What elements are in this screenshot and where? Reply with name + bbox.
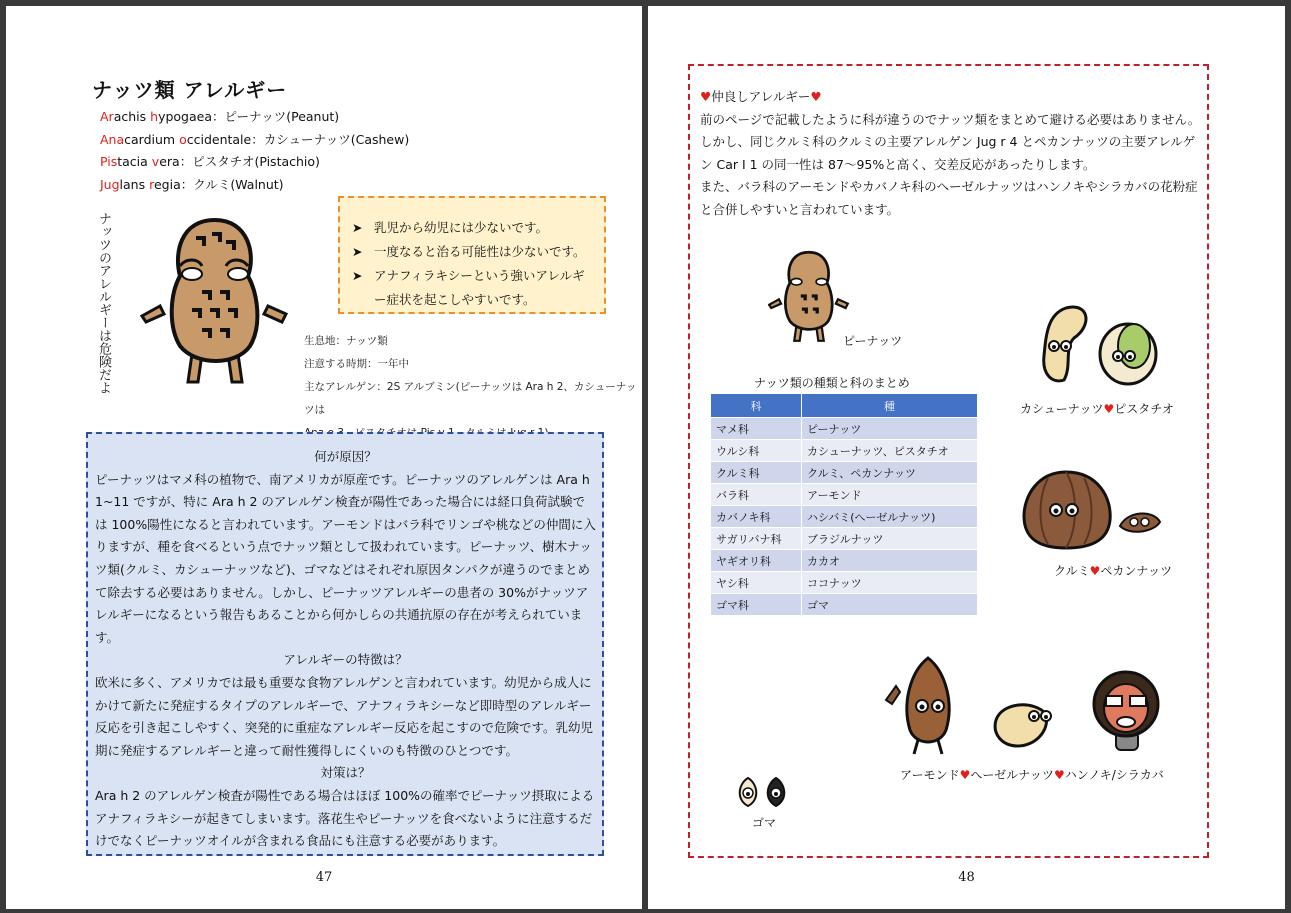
cross-reactivity-text [700,86,1205,221]
page-number: 48 [958,870,975,885]
table-row: バラ科 アーモンド [711,484,978,506]
species-list [100,106,409,196]
heart-icon: ♥ [700,89,712,104]
section-body: Ara h 2 のアレルゲン検査が陽性である場合はほぼ 100%の確率でピーナッツ摂取によるアナフィラキシーが起きてしまいます。落花生やピーナッツを食べないように注意するだけでなくピーナッツオイルが含まれる食品にも注意する必要があります。 [95,787,595,849]
heart-icon: ♥ [1103,402,1115,416]
bullet-icon: ➤ [352,244,363,259]
paragraph: しかし、同じクルミ科のクルミの主要アレルゲン Jug r 4 とペカンナッツの主要アレルゲン Car I 1 の同一性は 87～95%と高く、交差反応があったりします。 [700,134,1196,172]
key-point: ➤ アナフィラキシーという強いアレルギー症状を起こしやすいです。 [352,264,594,312]
column-header: 科 [711,394,802,418]
table-row: カバノキ科 ハシバミ(へーゼルナッツ) [711,506,978,528]
paragraph: また、バラ科のアーモンドやカバノキ科のへーゼルナッツはハンノキやシラカバの花粉症と合併しやすいと言われています。 [700,179,1198,217]
left-page [6,6,642,909]
table-header-row [711,394,978,418]
table-row: ゴマ科 ゴマ [711,594,978,616]
table-title: ナッツ類の種類と科のまとめ [754,376,910,390]
caption-cashew-pistachio: カシューナッツ♥ピスタチオ [1020,402,1175,416]
nut-family-table [710,393,978,616]
info-habitat: 生息地：ナッツ類 [304,335,388,347]
heart-icon: ♥ [1053,768,1065,782]
section-heading: 対策は？ [320,765,371,781]
key-point: ➤ 乳児から幼児には少ないです。 [352,216,594,240]
info-season: 注意する時期：一年中 [304,358,409,370]
species-item: Juglans regia：クルミ(Walnut) [100,176,284,192]
explanation-box [86,432,604,856]
table-row: マメ科 ピーナッツ [711,418,978,440]
species-item: Anacardium occidentale：カシューナッツ(Cashew) [100,131,410,147]
section-heading: 何が原因？ [314,449,377,464]
page-number: 47 [315,870,333,885]
heart-icon: ♥ [1089,564,1101,578]
bullet-icon: ➤ [352,268,363,283]
section-heading: アレルギーの特徴は？ [283,652,408,668]
caption-walnut-pecan: クルミ♥ペカンナッツ [1054,564,1173,578]
sesame-illustration [736,776,790,808]
key-points-box [338,196,606,314]
section-heading: ♥仲良しアレルギー♥ [700,89,822,104]
almond-hazelnut-alder-illustration [884,654,1180,762]
section-body: 欧米に多く、アメリカでは最も重要な食物アレルゲンと言われています。幼児から成人にかけて新たに発症するタイプのアレルギーで、アナフィラキシーなど即時型のアレルギー反応を引き起こしやすく、突発的に重症なアレルギー反応を起こすので危険です。乳幼児期に発症するアレルギーと違って耐性獲得しにくいのも特徴のひとつです。 [95,674,593,758]
heart-icon: ♥ [959,768,971,782]
paragraph: 前のページで記載したように科が違うのでナッツ類をまとめて避ける必要はありません。 [700,111,1201,127]
table-row: ヤシ科 ココナッツ [711,572,978,594]
cashew-pistachio-illustration [1038,304,1164,390]
table-row: ウルシ科 カシューナッツ、ピスタチオ [711,440,978,462]
peanut-small-illustration [768,248,850,344]
key-point: ➤ 一度なると治る可能性は少ないです。 [352,240,594,264]
column-header: 種 [802,394,978,418]
info-allergen: 主なアレルゲン：2S アルブミン(ピーナッツは Ara h 2、カシューナッツは [304,381,637,416]
caption-peanut: ピーナッツ [843,334,903,348]
vertical-speech: ナッツのアレルギーは危険だよ [96,212,111,394]
page-title: ナッツ類 アレルギー [92,78,288,102]
bullet-icon: ➤ [352,220,363,235]
right-page [648,6,1285,909]
table-row: ヤギオリ科 カカオ [711,550,978,572]
species-item: Arachis hypogaea：ピーナッツ(Peanut) [100,109,340,124]
species-item: Pistacia vera：ピスタチオ(Pistachio) [100,154,320,169]
caption-almond-hazelnut-alder: アーモンド♥へーゼルナッツ♥ハンノキ/シラカバ [900,768,1164,782]
table-row: サガリバナ科 ブラジルナッツ [711,528,978,550]
caption-sesame: ゴマ [752,816,777,830]
heart-icon: ♥ [810,89,822,104]
section-body: ピーナッツはマメ科の植物で、南アメリカが原産です。ピーナッツのアレルゲンは Ara h 1~11 ですが、特に Ara h 2 のアレルゲン検査が陽性であった場合には経口負荷試験では 100%陽性になると言われています。アーモンドはバラ科でリンゴや桃などの仲間に入りますが、種を食べるという点でナッツ類として扱われています。ピーナッツ、樹木ナッツ類(クルミ、カシューナッツなど)、ゴマなどはそれぞれ原因タンパクが違うのでまとめて除去する必要はありません。しかし、ピーナッツアレルギーの患者の 30%がナッツアレルギーになるという報告もあることから何かしらの共通抗原の存在が考えられています。 [95,471,596,645]
peanut-character-illustration [140,214,290,386]
allergen-info [304,330,642,445]
table-row: クルミ科 クルミ、ペカンナッツ [711,462,978,484]
walnut-pecan-illustration [1022,468,1162,552]
